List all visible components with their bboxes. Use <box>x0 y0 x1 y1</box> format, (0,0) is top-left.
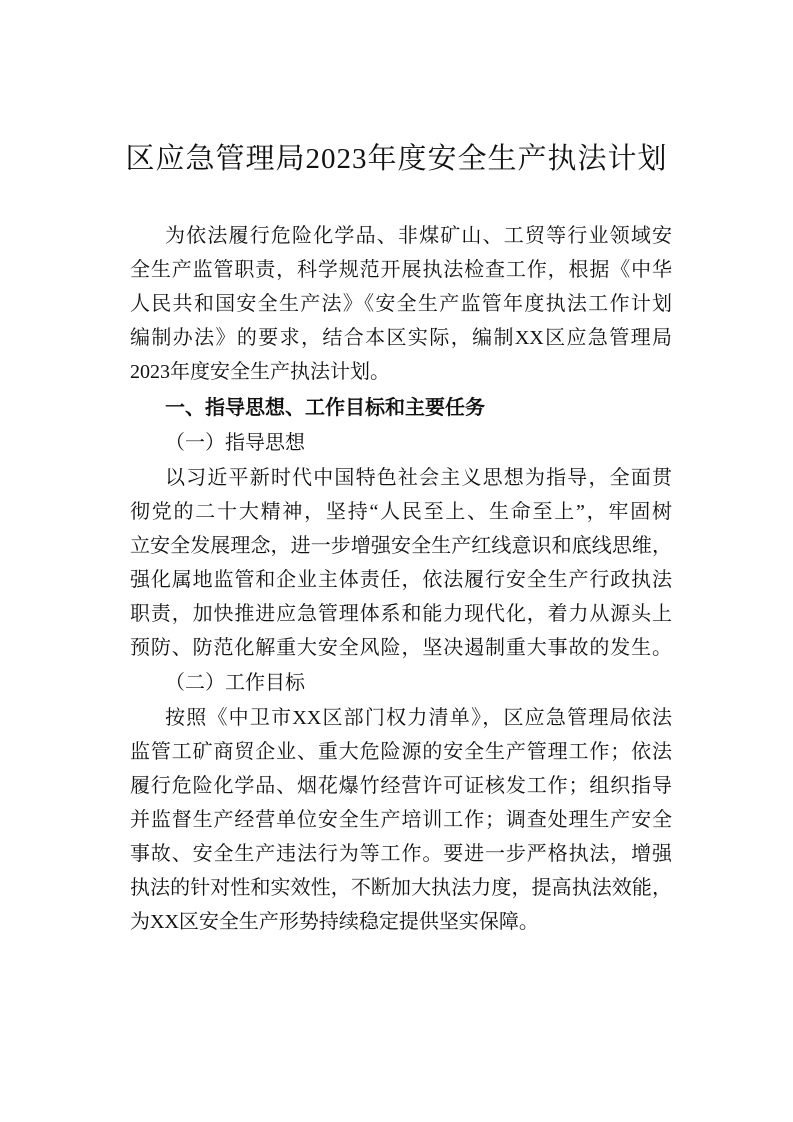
paragraph-line: 事故、安全生产违法行为等工作。要进一步严格执法，增强 <box>130 843 672 865</box>
paragraph-line: 为XX区安全生产形势持续稳定提供坚实保障。 <box>130 911 539 933</box>
paragraph-line: 人民共和国安全生产法》《安全生产监管年度执法工作计划 <box>130 293 672 315</box>
paragraph-line: 强化属地监管和企业主体责任，依法履行安全生产行政执法 <box>130 569 672 591</box>
subsection-heading: （一）指导思想 <box>165 432 305 454</box>
document-title: 区应急管理局2023年度安全生产执法计划 <box>125 143 668 175</box>
paragraph-line: 按照《中卫市XX区部门权力清单》，区应急管理局依法 <box>165 707 672 729</box>
section-heading: 一、指导思想、工作目标和主要任务 <box>165 395 485 419</box>
subsection-heading: （二）工作目标 <box>165 672 305 694</box>
paragraph-line: 2023年度安全生产执法计划。 <box>130 361 390 383</box>
paragraph-line: 全生产监管职责，科学规范开展执法检查工作，根据《中华 <box>130 259 672 281</box>
paragraph-line: 并监督生产经营单位安全生产培训工作；调查处理生产安全 <box>130 809 672 831</box>
paragraph-line: 立安全发展理念，进一步增强安全生产红线意识和底线思维， <box>130 535 672 557</box>
document-body <box>130 219 672 939</box>
paragraph-line: 以习近平新时代中国特色社会主义思想为指导，全面贯 <box>165 467 672 489</box>
paragraph-line: 编制办法》的要求，结合本区实际，编制XX区应急管理局 <box>130 327 672 349</box>
paragraph-line: 监管工矿商贸企业、重大危险源的安全生产管理工作；依法 <box>130 741 672 763</box>
paragraph-line: 为依法履行危险化学品、非煤矿山、工贸等行业领域安 <box>165 225 672 247</box>
paragraph-line: 执法的针对性和实效性，不断加大执法力度，提高执法效能， <box>130 877 672 899</box>
paragraph-line: 职责，加快推进应急管理体系和能力现代化，着力从源头上 <box>130 603 672 625</box>
paragraph-line: 预防、防范化解重大安全风险，坚决遏制重大事故的发生。 <box>130 637 672 659</box>
paragraph-line: 彻党的二十大精神，坚持“人民至上、生命至上”，牢固树 <box>130 501 672 523</box>
work-goals-paragraph <box>130 701 672 939</box>
guiding-thought-paragraph <box>130 461 672 665</box>
paragraph-line: 履行危险化学品、烟花爆竹经营许可证核发工作；组织指导 <box>130 775 672 797</box>
intro-paragraph <box>130 219 672 389</box>
